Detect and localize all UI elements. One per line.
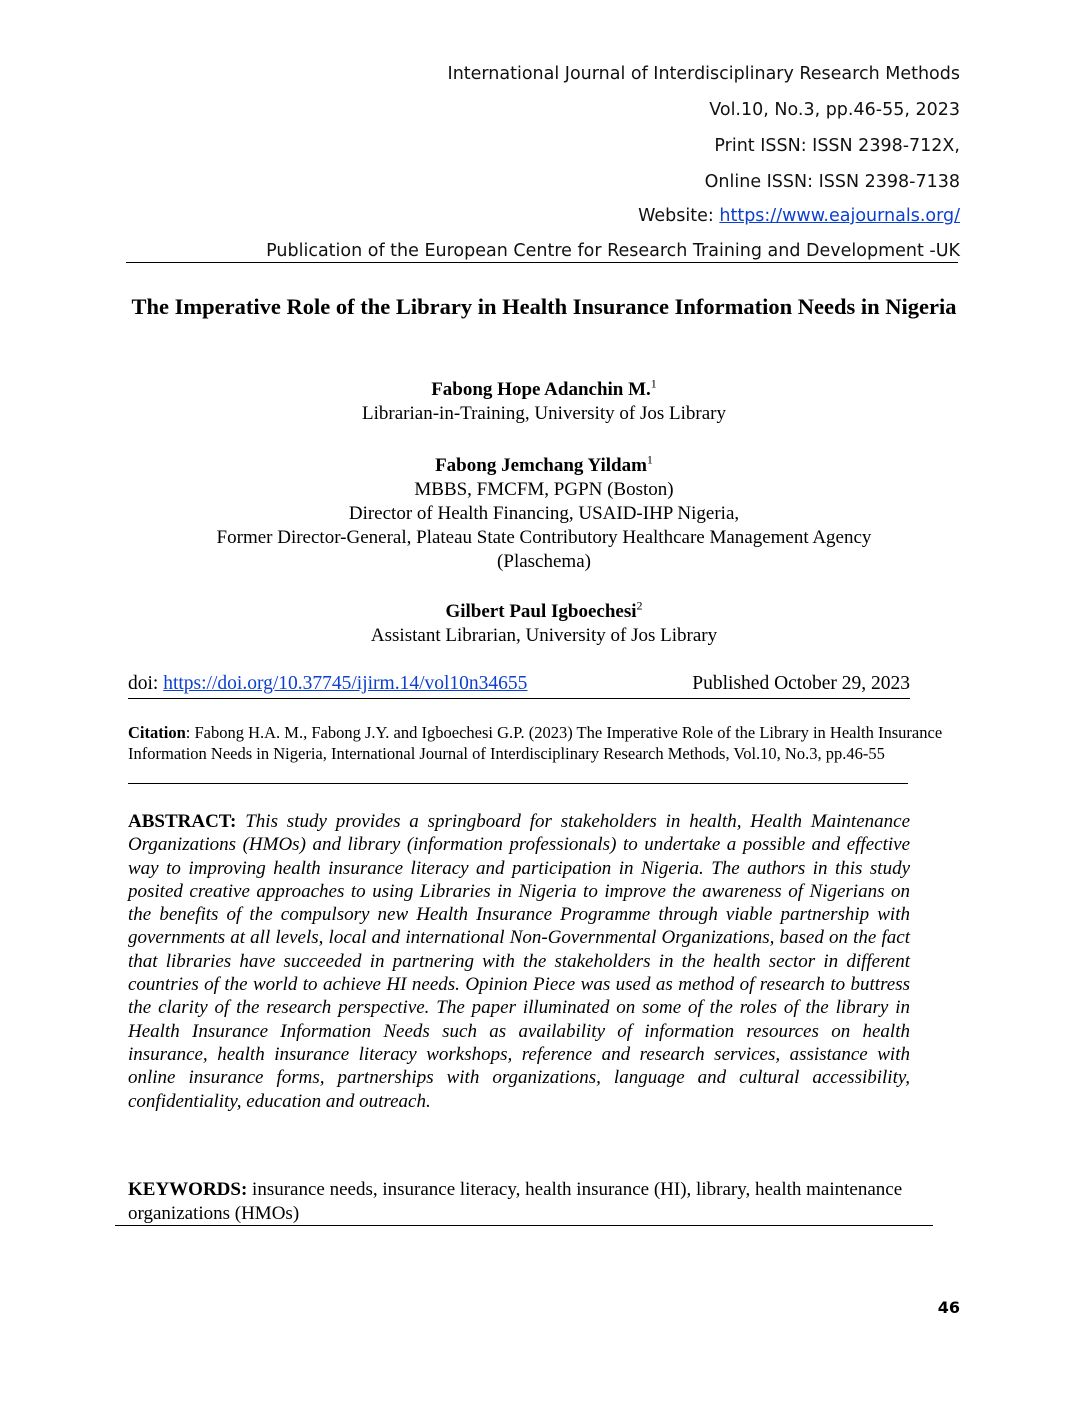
author-block-2 <box>120 454 968 574</box>
citation-label: Citation <box>128 723 186 742</box>
doi-rule <box>128 698 910 699</box>
keywords-label: KEYWORDS: <box>128 1179 248 1200</box>
journal-name: International Journal of Interdisciplinary Research Methods <box>447 64 960 84</box>
online-issn: Online ISSN: ISSN 2398-7138 <box>704 172 960 192</box>
author-block-3 <box>120 600 968 648</box>
abstract-text: This study provides a springboard for stakeholders in health, Health Maintenance Organizations (HMOs) and library (information professionals) to undertake a possible and effective way to improving health insurance literacy and participation in Nigeria. The authors in this study posited creative approaches to using Libraries in Nigeria to improve the awareness of Nigerians on the benefits of the compulsory new Health Insurance Programme through viable partnership with governments at all levels, local and international Non-Governmental Organizations, based on the fact that libraries have succeeded in partnering with the stakeholders in the health sector in different countries of the world to achieve HI needs. Opinion Piece was used as method of research to buttress the clarity of the research perspective. The paper illuminated on some of the roles of the library in Health Insurance Information Needs such as availability of information resources on health insurance, health insurance literacy workshops, reference and research services, assistance with online insurance forms, partnerships with organizations, language and cultural accessibility, confidentiality, education and outreach. <box>128 811 911 1112</box>
website-label: Website: <box>638 206 720 226</box>
publisher-line: Publication of the European Centre for Research Training and Development -UK <box>266 241 960 261</box>
author-name: Fabong Hope Adanchin M.$^1$ <box>431 376 657 400</box>
published-date: Published October 29, 2023 <box>692 673 910 694</box>
author-affiliation: Assistant Librarian, University of Jos Library <box>370 625 718 646</box>
author-affiliation: Director of Health Financing, USAID-IHP Nigeria, <box>348 503 740 524</box>
doi-row <box>128 673 910 695</box>
author-block-1 <box>120 378 968 426</box>
citation <box>128 722 958 764</box>
author-name: Gilbert Paul Igboechesi$^2$ <box>445 598 643 622</box>
print-issn: Print ISSN: ISSN 2398-712X, <box>714 136 960 156</box>
header-rule <box>126 262 958 263</box>
abstract <box>128 810 910 1113</box>
keywords <box>128 1178 928 1226</box>
author-name: Fabong Jemchang Yildam$^1$ <box>435 452 653 476</box>
website-link[interactable]: https://www.eajournals.org/ <box>719 206 960 226</box>
website-line <box>128 206 960 226</box>
volume-info: Vol.10, No.3, pp.46-55, 2023 <box>709 100 960 120</box>
doi-link[interactable]: https://doi.org/10.37745/ijirm.14/vol10n34655 <box>163 673 528 694</box>
author-affiliation: Former Director-General, Plateau State Contributory Healthcare Management Agency <box>216 527 872 548</box>
abstract-label: ABSTRACT: <box>128 811 237 832</box>
keywords-rule <box>115 1225 933 1226</box>
citation-rule <box>128 783 908 784</box>
author-affiliation: MBBS, FMCFM, PGPN (Boston) <box>414 479 674 500</box>
author-affiliation: (Plaschema) <box>497 551 591 572</box>
page-number: 46 <box>937 1298 960 1317</box>
citation-text: : Fabong H.A. M., Fabong J.Y. and Igboechesi G.P. (2023) The Imperative Role of the Library in Health Insurance Information Needs in Nigeria, International Journal of Interdisciplinary Research Methods, Vol.10, No.3, pp.46-55 <box>128 723 943 763</box>
keywords-text: insurance needs, insurance literacy, health insurance (HI), library, health maintenance organizations (HMOs) <box>128 1179 903 1224</box>
paper-title: The Imperative Role of the Library in Health Insurance Information Needs in Nigeria <box>131 294 957 319</box>
author-affiliation: Librarian-in-Training, University of Jos Library <box>362 403 726 424</box>
doi-label: doi: <box>128 673 164 694</box>
